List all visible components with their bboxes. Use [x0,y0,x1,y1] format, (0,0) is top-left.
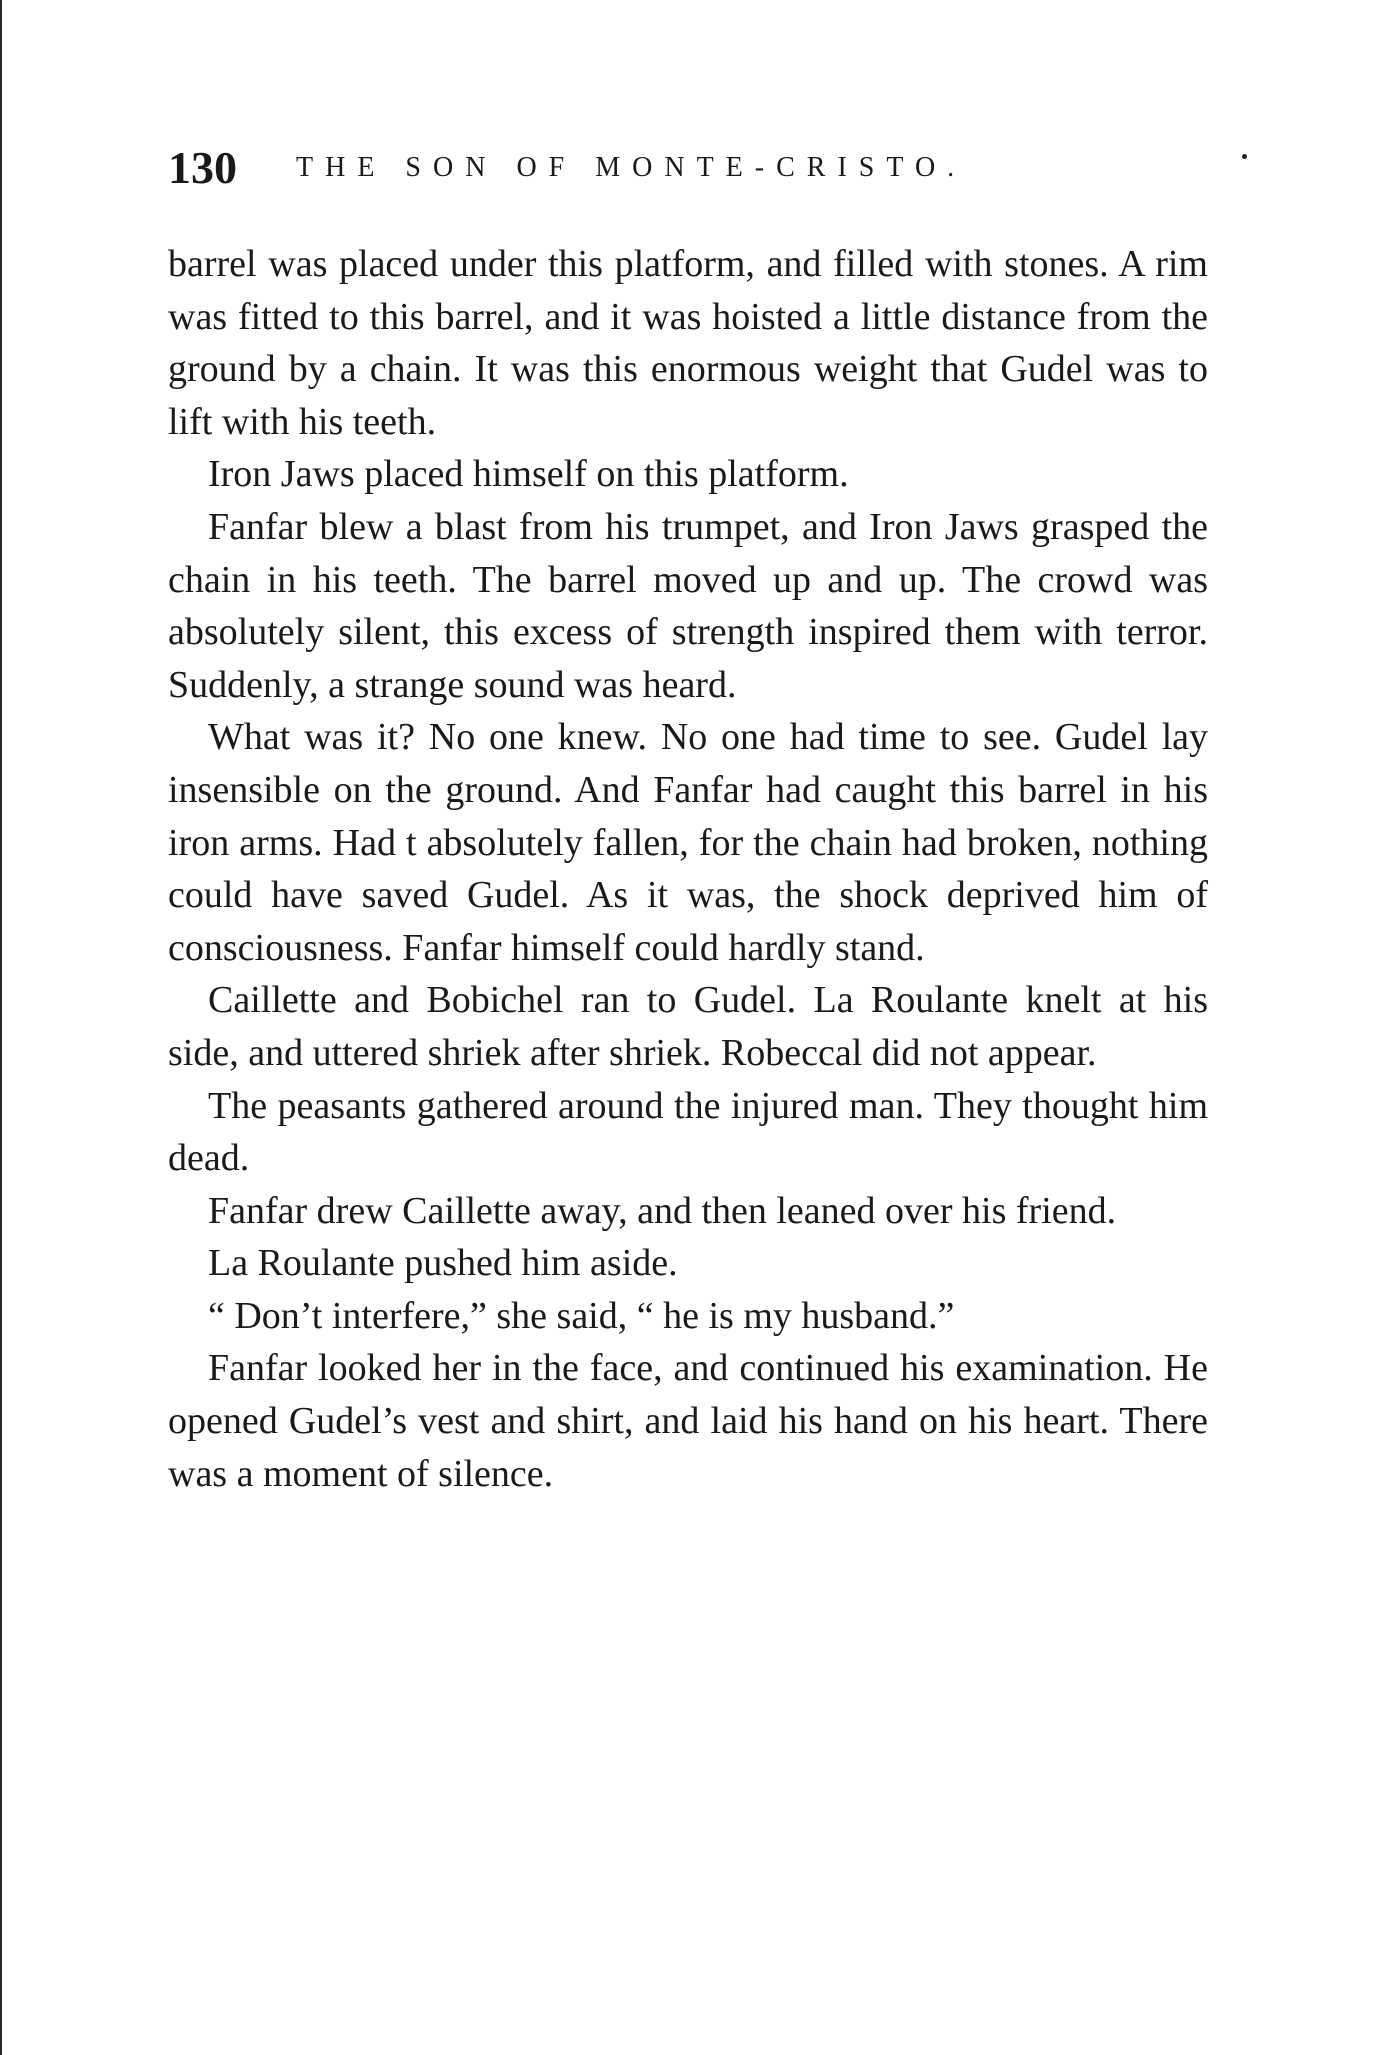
ink-dot-mark [1242,154,1247,159]
paragraph-5: Caillette and Bobichel ran to Gudel. La Roulante knelt at his side, and uttered shriek after shriek. Robeccal did not appear. [168,979,1208,1074]
paragraph-8: La Roulante pushed him aside. [208,1242,678,1285]
running-title: THE SON OF MONTE-CRISTO. [296,152,967,183]
paragraph-4: What was it? No one knew. No one had time to see. Gudel lay insensible on the ground. And Fanfar had caught this barrel in his iron arms. Had t absolutely fallen, for the chain had broken, nothing could have saved Gudel. As it was, the shock deprived him of consciousness. Fanfar himself could hardly stand. [168,716,1208,969]
running-header [168,138,1208,198]
paragraph-2: Iron Jaws placed himself on this platform. [208,453,849,496]
page-number: 130 [168,142,237,193]
paragraph-1: barrel was placed under this platform, and filled with stones. A rim was fitted to this barrel, and it was hoisted a little distance from the ground by a chain. It was this enormous weight that Gudel was to lift with his teeth. [168,243,1208,443]
paragraph-6: The peasants gathered around the injured man. They thought him dead. [168,1084,1208,1180]
paragraph-10: Fanfar looked her in the face, and continued his examination. He opened Gudel’s vest and shirt, and laid his hand on his heart. There was a moment of silence. [168,1347,1208,1495]
page-edge-line [0,0,2,2055]
paragraph-9: “ Don’t interfere,” she said, “ he is my husband.” [208,1294,955,1337]
paragraph-7: Fanfar drew Caillette away, and then leaned over his friend. [208,1189,1117,1232]
body-text [168,238,1208,1500]
paragraph-3: Fanfar blew a blast from his trumpet, and Iron Jaws grasped the chain in his teeth. The barrel moved up and up. The crowd was absolutely silent, this excess of strength inspired them with terror. Suddenly, a strange sound was heard. [168,505,1208,706]
